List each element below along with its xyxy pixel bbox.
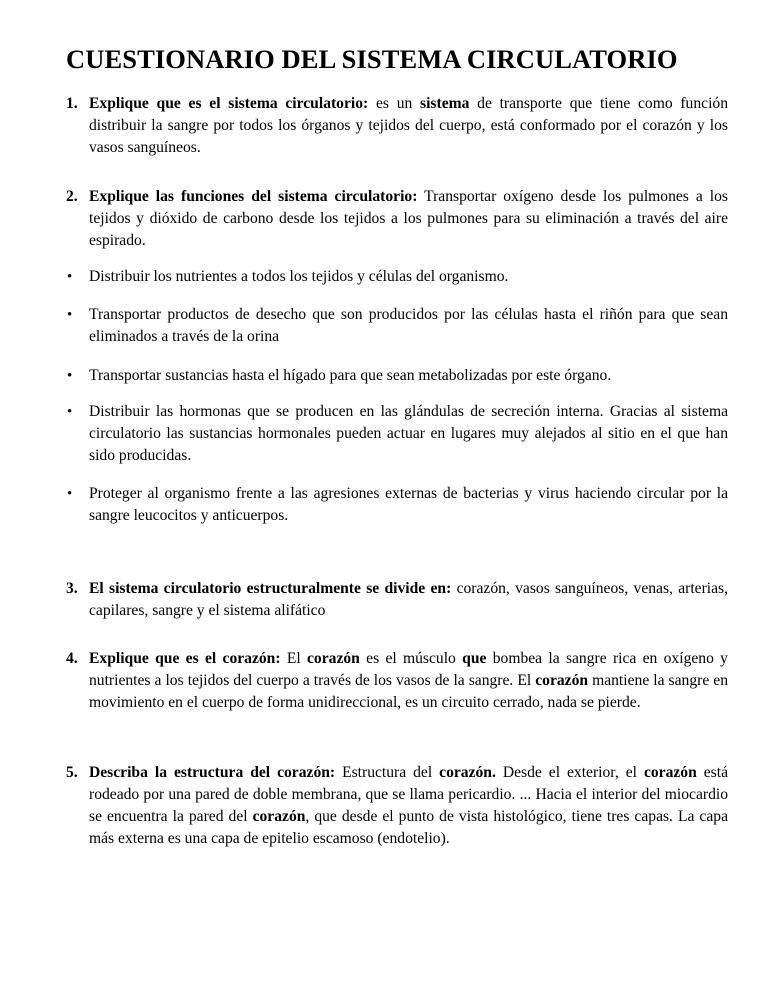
question-prompt: Explique que es el corazón: <box>89 650 281 667</box>
bullet-text: Proteger al organismo frente a las agresiones externas de bacterias y virus haciendo circular por la sangre leucocitos y anticuerpos. <box>89 485 728 524</box>
bullet-marker: • <box>67 368 73 384</box>
bullet-item <box>66 401 728 467</box>
bullet-text: Distribuir los nutrientes a todos los tejidos y células del organismo. <box>89 268 509 285</box>
question-3 <box>66 578 728 622</box>
question-text: Explique las funciones del sistema circulatorio: Transportar oxígeno desde los pulmones a los tejidos y dióxido de carbono desde los tejidos a los pulmones para su eliminación a través del aire espirado. <box>89 188 728 249</box>
item-number: 3. <box>66 580 78 597</box>
question-text: Explique que es el corazón: El corazón es el músculo que bombea la sangre rica en oxígeno y nutrientes a los tejidos del cuerpo a través de los vasos de la sangre. El corazón mantiene la sangre en movimiento en el cuerpo de forma unidireccional, es un circuito cerrado, nada se pierde. <box>89 650 728 711</box>
bullet-item <box>66 266 728 288</box>
bullet-item <box>66 304 728 348</box>
item-number: 5. <box>66 764 78 781</box>
question-prompt: Describa la estructura del corazón: <box>89 764 336 781</box>
bullet-marker: • <box>67 307 73 323</box>
bullet-marker: • <box>67 269 73 285</box>
question-prompt: El sistema circulatorio estructuralmente se divide en: <box>89 580 452 597</box>
bullet-item <box>66 483 728 527</box>
question-text: Describa la estructura del corazón: Estructura del corazón. Desde el exterior, el corazón está rodeado por una pared de doble membrana, que se llama pericardio. ... Hacia el interior del miocardio se encuentra la pared del corazón, que desde el punto de vista histológico, tiene tres capas. La capa más externa es una capa de epitelio escamoso (endotelio). <box>89 764 728 847</box>
bullet-marker: • <box>67 486 73 502</box>
question-1 <box>66 93 728 159</box>
question-4 <box>66 648 728 714</box>
question-prompt: Explique las funciones del sistema circulatorio: <box>89 188 418 205</box>
question-prompt: Explique que es el sistema circulatorio: <box>89 95 369 112</box>
bullet-marker: • <box>67 404 73 420</box>
page-title: CUESTIONARIO DEL SISTEMA CIRCULATORIO <box>66 44 678 74</box>
item-number: 1. <box>66 95 78 112</box>
question-5 <box>66 762 728 850</box>
question-text: El sistema circulatorio estructuralmente se divide en: corazón, vasos sanguíneos, venas, arterias, capilares, sangre y el sistema alifático <box>89 580 728 619</box>
bullet-item <box>66 365 728 387</box>
question-text: Explique que es el sistema circulatorio: es un sistema de transporte que tiene como función distribuir la sangre por todos los órganos y tejidos del cuerpo, está conformado por el corazón y los vasos sanguíneos. <box>89 95 729 156</box>
bullet-text: Transportar sustancias hasta el hígado para que sean metabolizadas por este órgano. <box>89 367 612 384</box>
bullet-text: Distribuir las hormonas que se producen en las glándulas de secreción interna. Gracias al sistema circulatorio las sustancias hormonales pueden actuar en lugares muy alejados al sitio en el que han sido producidas. <box>89 403 728 464</box>
item-number: 2. <box>66 188 78 205</box>
item-number: 4. <box>66 650 78 667</box>
question-2 <box>66 186 728 252</box>
bullet-text: Transportar productos de desecho que son producidos por las células hasta el riñón para que sean eliminados a través de la orina <box>89 306 728 345</box>
